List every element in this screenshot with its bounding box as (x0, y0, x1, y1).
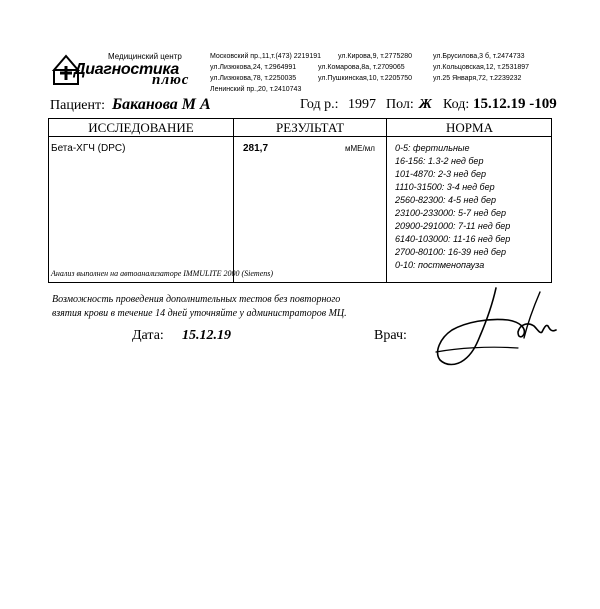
test-result: 281,7 (243, 143, 269, 154)
patient-code: 15.12.19 -109 (473, 96, 557, 112)
birth-year-label: Год р.: (300, 97, 339, 112)
norm-line: 2700-80100: 16-39 нед бер (395, 247, 506, 257)
date-label: Дата: (132, 328, 164, 343)
doctor-label: Врач: (374, 328, 407, 343)
sex-label: Пол: (386, 97, 414, 112)
address-6: ул.Кольцовская,12, т.2531897 (433, 64, 530, 71)
analyzer-note: Анализ выполнен на автоанализаторе IMMULITE 2000 (Siemens) (51, 269, 274, 278)
norm-line: 1110-31500: 3-4 нед бер (395, 182, 495, 192)
note-line-2: взятия крови в течение 14 дней уточняйте у администраторов МЦ. (52, 308, 347, 319)
norm-line: 16-156: 1.3-2 нед бер (395, 156, 484, 166)
header-result: РЕЗУЛЬТАТ (275, 120, 345, 135)
header-test: ИССЛЕДОВАНИЕ (88, 120, 194, 135)
address-9: ул.25 Января,72, т.2239232 (433, 75, 522, 82)
doctor-signature (428, 282, 568, 370)
test-unit: мМЕ/мл (345, 144, 375, 153)
address-5: ул.Комарова,8а, т.2709065 (318, 64, 405, 71)
address-4: ул.Лизюкова,24, т.2964991 (210, 64, 297, 71)
test-name: Бета-ХГЧ (DPC) (51, 143, 126, 154)
brand-subtitle: Медицинский центр (108, 52, 182, 61)
brand-name: Диагностика (74, 61, 180, 78)
norm-line: 23100-233000: 5-7 нед бер (395, 208, 506, 218)
address-10: Ленинский пр.,20, т.2410743 (210, 86, 302, 93)
address-8: ул.Пушкинская,10, т.2205750 (318, 75, 413, 82)
results-table (48, 118, 552, 283)
header-norm: НОРМА (446, 120, 493, 135)
norm-line: 6140-103000: 11-16 нед бер (395, 234, 511, 244)
date-value: 15.12.19 (182, 328, 231, 343)
patient-name: Баканова М А (112, 96, 211, 113)
birth-year: 1997 (348, 97, 376, 112)
address-3: ул.Брусилова,3 б, т.2474733 (433, 53, 525, 60)
norm-line: 20900-291000: 7-11 нед бер (395, 221, 511, 231)
address-2: ул.Кирова,9, т.2775280 (338, 53, 413, 60)
norm-line: 0-5: фертильные (395, 143, 470, 153)
address-7: ул.Лизюкова,78, т.2250035 (210, 75, 297, 82)
sex-value: Ж (419, 97, 432, 112)
address-1: Московский пр.,11,т.(473) 2219191 (210, 53, 322, 60)
brand-script: плюс (152, 72, 190, 88)
code-label: Код: (443, 97, 470, 112)
norm-line: 101-4870: 2-3 нед бер (395, 169, 486, 179)
patient-label: Пациент: (50, 98, 106, 113)
norm-line: 0-10: постменопауза (395, 260, 485, 270)
note-line-1: Возможность проведения дополнительных тестов без повторного (52, 294, 341, 305)
norm-line: 2560-82300: 4-5 нед бер (395, 195, 496, 205)
